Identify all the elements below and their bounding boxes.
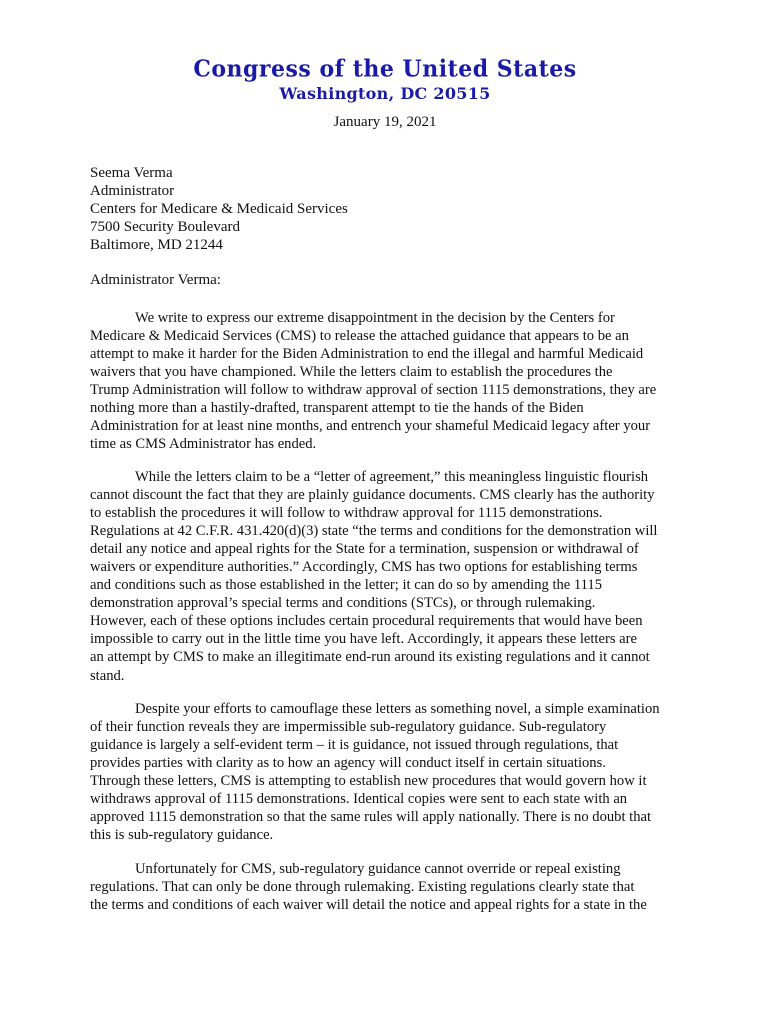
paragraph-line: the terms and conditions of each waiver will detail the notice and appeal rights for a state in the bbox=[90, 897, 647, 914]
paragraph-line: to establish the procedures it will follow to withdraw approval for 1115 demonstrations. bbox=[90, 505, 603, 522]
recipient-organization: Centers for Medicare & Medicaid Services bbox=[90, 201, 348, 217]
recipient-title: Administrator bbox=[90, 183, 175, 199]
paragraph-line: attempt to make it harder for the Biden Administration to end the illegal and harmful Medicaid bbox=[90, 346, 644, 363]
paragraph-line: impossible to carry out in the little time you have left. Accordingly, it appears these letters are bbox=[90, 631, 637, 648]
recipient-address bbox=[90, 164, 348, 254]
paragraph-1 bbox=[90, 309, 685, 453]
paragraph-line: of their function reveals they are impermissible sub-regulatory guidance. Sub-regulatory bbox=[90, 719, 607, 736]
paragraph-2 bbox=[90, 468, 685, 685]
recipient-street: 7500 Security Boulevard bbox=[90, 219, 240, 235]
paragraph-line: an attempt by CMS to make an illegitimate end-run around its existing regulations and it cannot bbox=[90, 649, 650, 666]
paragraph-line: Administration for at least nine months, and entrench your shameful Medicaid legacy after your bbox=[90, 418, 651, 435]
paragraph-line: cannot discount the fact that they are plainly guidance documents. CMS clearly has the authority bbox=[90, 487, 655, 504]
salutation: Administrator Verma: bbox=[90, 272, 221, 288]
paragraph-line: approved 1115 demonstration so that the same rules will apply nationally. There is no doubt that bbox=[90, 809, 652, 826]
paragraph-line: time as CMS Administrator has ended. bbox=[90, 436, 317, 453]
paragraph-line: Unfortunately for CMS, sub-regulatory guidance cannot override or repeal existing bbox=[135, 861, 621, 877]
letterhead-address: Washington, DC 20515 bbox=[279, 84, 491, 103]
recipient-city: Baltimore, MD 21244 bbox=[90, 237, 223, 253]
paragraph-line: detail any notice and appeal rights for the State for a termination, suspension or withdrawal of bbox=[90, 541, 639, 558]
paragraph-line: Trump Administration will follow to withdraw approval of section 1115 demonstrations, they are bbox=[90, 382, 657, 399]
paragraph-line: demonstration approval’s special terms and conditions (STCs), or through rulemaking. bbox=[90, 595, 596, 612]
letterhead-title: Congress of the United States bbox=[193, 55, 577, 83]
paragraph-line: and conditions such as those established in the letter; it can do so by amending the 1115 bbox=[90, 577, 603, 594]
paragraph-line: provides parties with clarity as to how an agency will conduct itself in certain situations. bbox=[90, 755, 606, 772]
paragraph-line: guidance is largely a self-evident term – it is guidance, not issued through regulations, that bbox=[90, 737, 619, 754]
recipient-name: Seema Verma bbox=[90, 165, 173, 181]
paragraph-line: waivers or expenditure authorities.” Accordingly, CMS has two options for establishing terms bbox=[90, 559, 638, 576]
paragraph-3 bbox=[90, 700, 685, 844]
paragraph-line: Despite your efforts to camouflage these letters as something novel, a simple examination bbox=[135, 701, 660, 717]
paragraph-line: Medicare & Medicaid Services (CMS) to release the attached guidance that appears to be an bbox=[90, 328, 629, 345]
paragraph-line: Regulations at 42 C.F.R. 431.420(d)(3) state “the terms and conditions for the demonstration will bbox=[90, 523, 658, 540]
paragraph-line: regulations. That can only be done through rulemaking. Existing regulations clearly state that bbox=[90, 879, 635, 896]
paragraph-line: this is sub-regulatory guidance. bbox=[90, 827, 274, 844]
paragraph-line: withdraws approval of 1115 demonstrations. Identical copies were sent to each state with an bbox=[90, 791, 628, 808]
paragraph-line: waivers that you have championed. While the letters claim to establish the procedures the bbox=[90, 364, 613, 381]
paragraph-line: However, each of these options includes certain procedural requirements that would have been bbox=[90, 613, 643, 630]
paragraph-line: stand. bbox=[90, 667, 125, 684]
paragraph-line: nothing more than a hastily-drafted, transparent attempt to tie the hands of the Biden bbox=[90, 400, 584, 417]
paragraph-line: We write to express our extreme disappointment in the decision by the Centers for bbox=[135, 310, 615, 326]
paragraph-line: Through these letters, CMS is attempting to establish new procedures that would govern how it bbox=[90, 773, 647, 790]
letter-date: January 19, 2021 bbox=[333, 114, 437, 130]
paragraph-4 bbox=[90, 860, 685, 914]
paragraph-line: While the letters claim to be a “letter of agreement,” this meaningless linguistic flourish bbox=[135, 469, 649, 485]
